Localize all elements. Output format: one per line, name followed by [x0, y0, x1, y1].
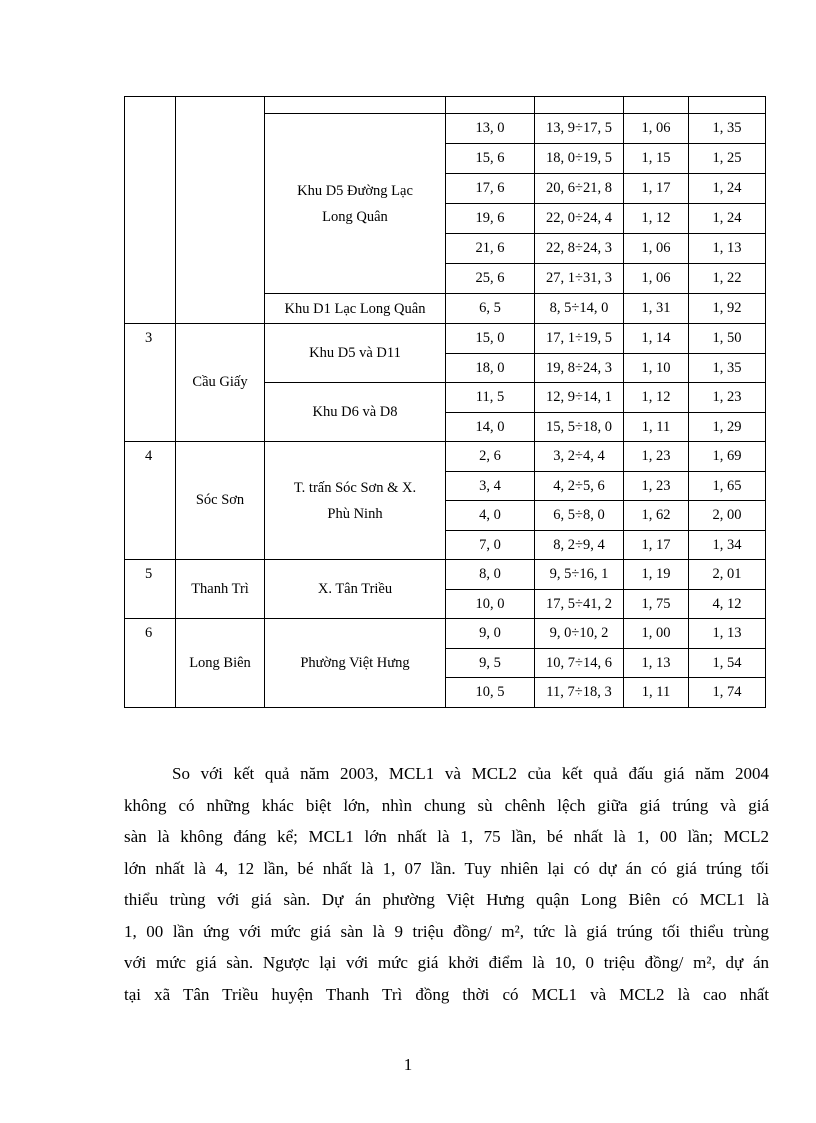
- start-price-cell: 7, 0: [446, 531, 535, 560]
- mcl2-cell: 1, 35: [689, 114, 766, 144]
- area-cell: T. trấn Sóc Sơn & X. Phù Ninh: [265, 442, 446, 560]
- mcl1-cell: 1, 19: [624, 560, 689, 590]
- winning-range-cell: 19, 8÷24, 3: [535, 354, 624, 383]
- stt-number: 6: [145, 625, 153, 641]
- mcl2-cell: 1, 23: [689, 383, 766, 413]
- paragraph-line: 1, 00 lần ứng với mức giá sàn là 9 triệu đồng/ m², tức là giá trúng tối thiểu trùng: [124, 921, 769, 941]
- mcl1-cell: 1, 12: [624, 204, 689, 234]
- mcl2-cell: 1, 24: [689, 174, 766, 204]
- mcl2-cell: 1, 92: [689, 294, 766, 324]
- winning-range-cell: 8, 2÷9, 4: [535, 531, 624, 560]
- district-cell: Long Biên: [176, 619, 265, 708]
- winning-range-cell: 3, 2÷4, 4: [535, 442, 624, 472]
- mcl1-cell: [624, 97, 689, 114]
- area-cell: Khu D6 và D8: [265, 383, 446, 442]
- start-price-cell: 3, 4: [446, 472, 535, 501]
- winning-range-cell: 17, 5÷41, 2: [535, 590, 624, 619]
- mcl2-cell: 1, 74: [689, 678, 766, 708]
- mcl2-cell: [689, 97, 766, 114]
- stt-cell: [125, 560, 176, 619]
- mcl2-cell: 1, 13: [689, 619, 766, 649]
- start-price-cell: [446, 97, 535, 114]
- mcl2-cell: 1, 34: [689, 531, 766, 560]
- winning-range-cell: 20, 6÷21, 8: [535, 174, 624, 204]
- mcl2-cell: 1, 50: [689, 324, 766, 354]
- start-price-cell: 8, 0: [446, 560, 535, 590]
- start-price-cell: 10, 0: [446, 590, 535, 619]
- winning-range-cell: 18, 0÷19, 5: [535, 144, 624, 174]
- paragraph-line: tại xã Tân Triều huyện Thanh Trì đồng thời có MCL1 và MCL2 là cao nhất: [124, 984, 769, 1004]
- start-price-cell: 14, 0: [446, 413, 535, 442]
- winning-range-cell: 8, 5÷14, 0: [535, 294, 624, 324]
- mcl2-cell: 1, 29: [689, 413, 766, 442]
- area-cell: [265, 97, 446, 114]
- mcl1-cell: 1, 23: [624, 472, 689, 501]
- mcl2-cell: 2, 01: [689, 560, 766, 590]
- mcl2-cell: 1, 24: [689, 204, 766, 234]
- district-cell: Cầu Giấy: [176, 324, 265, 442]
- mcl1-cell: 1, 11: [624, 678, 689, 708]
- mcl1-cell: 1, 13: [624, 649, 689, 678]
- mcl2-cell: 1, 22: [689, 264, 766, 294]
- start-price-cell: 17, 6: [446, 174, 535, 204]
- start-price-cell: 10, 5: [446, 678, 535, 708]
- stt-cell: [125, 324, 176, 442]
- table-row: [125, 442, 766, 472]
- stt-number: 5: [145, 566, 153, 582]
- stt-number: 3: [145, 330, 153, 346]
- winning-range-cell: 17, 1÷19, 5: [535, 324, 624, 354]
- start-price-cell: 11, 5: [446, 383, 535, 413]
- paragraph-line: sàn là không đáng kể; MCL1 lớn nhất là 1, 75 lần, bé nhất là 1, 00 lần; MCL2: [124, 827, 769, 846]
- start-price-cell: 15, 6: [446, 144, 535, 174]
- mcl1-cell: 1, 12: [624, 383, 689, 413]
- mcl1-cell: 1, 06: [624, 114, 689, 144]
- analysis-paragraph: [124, 758, 769, 1010]
- mcl2-cell: 1, 35: [689, 354, 766, 383]
- mcl1-cell: 1, 15: [624, 144, 689, 174]
- start-price-cell: 4, 0: [446, 501, 535, 531]
- mcl1-cell: 1, 11: [624, 413, 689, 442]
- start-price-cell: 18, 0: [446, 354, 535, 383]
- start-price-cell: 6, 5: [446, 294, 535, 324]
- winning-range-cell: 13, 9÷17, 5: [535, 114, 624, 144]
- paragraph-line: lớn nhất là 4, 12 lần, bé nhất là 1, 07 lần. Tuy nhiên lại có dự án có giá trúng tối: [124, 858, 769, 878]
- table-row: [125, 324, 766, 354]
- paragraph-line: với mức giá sàn. Ngược lại với mức giá khởi điểm là 10, 0 triệu đồng/ m², dự án: [124, 953, 769, 972]
- mcl1-cell: 1, 06: [624, 234, 689, 264]
- start-price-cell: 13, 0: [446, 114, 535, 144]
- mcl1-cell: 1, 14: [624, 324, 689, 354]
- paragraph-line: So với kết quả năm 2003, MCL1 và MCL2 của kết quả đấu giá năm 2004: [172, 764, 769, 783]
- mcl2-cell: 4, 12: [689, 590, 766, 619]
- winning-range-cell: 9, 5÷16, 1: [535, 560, 624, 590]
- winning-range-cell: 9, 0÷10, 2: [535, 619, 624, 649]
- start-price-cell: 9, 5: [446, 649, 535, 678]
- area-cell: Phường Việt Hưng: [265, 619, 446, 708]
- winning-range-cell: 10, 7÷14, 6: [535, 649, 624, 678]
- start-price-cell: 2, 6: [446, 442, 535, 472]
- mcl1-cell: 1, 75: [624, 590, 689, 619]
- winning-range-cell: 27, 1÷31, 3: [535, 264, 624, 294]
- start-price-cell: 9, 0: [446, 619, 535, 649]
- start-price-cell: 25, 6: [446, 264, 535, 294]
- district-cell: [176, 97, 265, 324]
- mcl2-cell: 1, 69: [689, 442, 766, 472]
- table-row: [125, 97, 766, 114]
- mcl1-cell: 1, 23: [624, 442, 689, 472]
- mcl1-cell: 1, 31: [624, 294, 689, 324]
- area-cell: Khu D5 Đường Lạc Long Quân: [265, 114, 446, 294]
- winning-range-cell: 11, 7÷18, 3: [535, 678, 624, 708]
- page-number: 1: [403, 1055, 413, 1074]
- start-price-cell: 21, 6: [446, 234, 535, 264]
- area-cell: X. Tân Triều: [265, 560, 446, 619]
- mcl2-cell: 1, 54: [689, 649, 766, 678]
- mcl1-cell: 1, 17: [624, 531, 689, 560]
- start-price-cell: 19, 6: [446, 204, 535, 234]
- winning-range-cell: 22, 0÷24, 4: [535, 204, 624, 234]
- table-row: [125, 619, 766, 649]
- winning-range-cell: 22, 8÷24, 3: [535, 234, 624, 264]
- mcl2-cell: 1, 13: [689, 234, 766, 264]
- auction-results-table: [124, 96, 766, 708]
- stt-cell: [125, 97, 176, 324]
- mcl1-cell: 1, 62: [624, 501, 689, 531]
- stt-cell: [125, 442, 176, 560]
- mcl2-cell: 1, 25: [689, 144, 766, 174]
- winning-range-cell: 15, 5÷18, 0: [535, 413, 624, 442]
- mcl2-cell: 2, 00: [689, 501, 766, 531]
- mcl2-cell: 1, 65: [689, 472, 766, 501]
- mcl1-cell: 1, 17: [624, 174, 689, 204]
- area-cell: Khu D1 Lạc Long Quân: [265, 294, 446, 324]
- mcl1-cell: 1, 10: [624, 354, 689, 383]
- table-row: [125, 560, 766, 590]
- winning-range-cell: [535, 97, 624, 114]
- winning-range-cell: 6, 5÷8, 0: [535, 501, 624, 531]
- winning-range-cell: 4, 2÷5, 6: [535, 472, 624, 501]
- area-cell: Khu D5 và D11: [265, 324, 446, 383]
- winning-range-cell: 12, 9÷14, 1: [535, 383, 624, 413]
- paragraph-line: không có những khác biệt lớn, nhìn chung sù chênh lệch giữa giá trúng và giá: [124, 795, 769, 815]
- start-price-cell: 15, 0: [446, 324, 535, 354]
- district-cell: Sóc Sơn: [176, 442, 265, 560]
- stt-number: 4: [145, 448, 153, 464]
- mcl1-cell: 1, 06: [624, 264, 689, 294]
- mcl1-cell: 1, 00: [624, 619, 689, 649]
- district-cell: Thanh Trì: [176, 560, 265, 619]
- paragraph-line: thiểu trùng với giá sàn. Dự án phường Việt Hưng quận Long Biên có MCL1 là: [124, 890, 769, 909]
- stt-cell: [125, 619, 176, 708]
